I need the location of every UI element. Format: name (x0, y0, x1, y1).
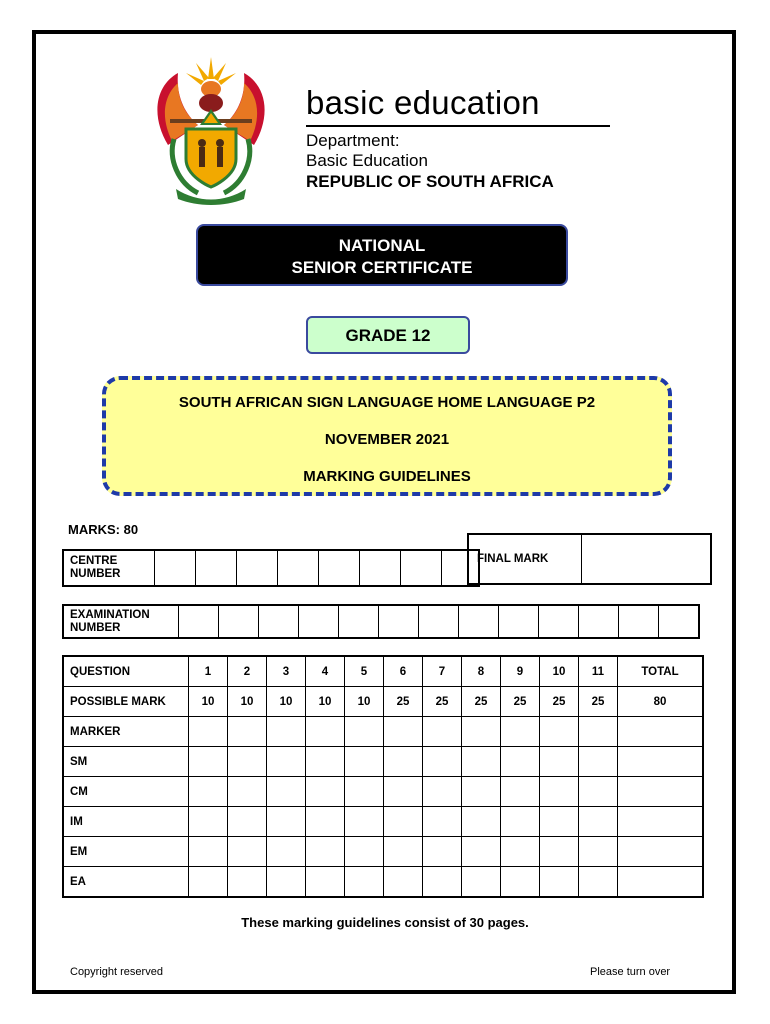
possible-mark-value: 25 (540, 687, 579, 717)
mark-entry-cell[interactable] (618, 777, 704, 807)
exam-session: NOVEMBER 2021 (324, 431, 450, 448)
mark-entry-cell[interactable] (306, 717, 345, 747)
total-marks-label: MARKS: 80 (68, 522, 139, 537)
mark-entry-cell[interactable] (267, 867, 306, 898)
possible-mark-value: 10 (267, 687, 306, 717)
question-number: 6 (384, 656, 423, 687)
mark-entry-cell[interactable] (462, 807, 501, 837)
mark-entry-cell[interactable] (189, 807, 228, 837)
mark-entry-cell[interactable] (189, 747, 228, 777)
centre-digit-box[interactable] (360, 550, 401, 586)
mark-entry-cell[interactable] (384, 837, 423, 867)
mark-entry-cell[interactable] (306, 807, 345, 837)
mark-entry-cell[interactable] (345, 777, 384, 807)
subject-title: SOUTH AFRICAN SIGN LANGUAGE HOME LANGUAGE P2 (178, 394, 596, 411)
centre-digit-box[interactable] (401, 550, 442, 586)
mark-entry-cell[interactable] (228, 867, 267, 898)
question-number: 10 (540, 656, 579, 687)
mark-entry-cell[interactable] (228, 777, 267, 807)
marking-row-label: CM (63, 777, 189, 807)
exam-digit-box[interactable] (379, 605, 419, 638)
mark-entry-cell[interactable] (618, 837, 704, 867)
mark-entry-cell[interactable] (618, 747, 704, 777)
page-count-note: These marking guidelines consist of 30 pages. (241, 915, 529, 930)
possible-mark-label: POSSIBLE MARK (63, 687, 189, 717)
question-number: 2 (228, 656, 267, 687)
mark-entry-cell[interactable] (267, 777, 306, 807)
mark-entry-cell[interactable] (462, 837, 501, 867)
marking-row (63, 837, 703, 867)
centre-label-line-1: CENTRE (70, 555, 118, 567)
possible-mark-value: 10 (189, 687, 228, 717)
certificate-banner (196, 224, 568, 286)
mark-entry-cell[interactable] (501, 747, 540, 777)
marking-row-label: SM (63, 747, 189, 777)
mark-entry-cell[interactable] (384, 777, 423, 807)
possible-mark-value: 25 (423, 687, 462, 717)
mark-entry-cell[interactable] (384, 867, 423, 898)
mark-entry-cell[interactable] (462, 777, 501, 807)
mark-entry-cell[interactable] (423, 867, 462, 898)
mark-entry-cell[interactable] (423, 807, 462, 837)
certificate-line-2: SENIOR CERTIFICATE (291, 258, 473, 277)
possible-total-value: 80 (618, 687, 704, 717)
brand-divider (306, 125, 610, 127)
document-type: MARKING GUIDELINES (303, 468, 471, 485)
mark-entry-cell[interactable] (189, 867, 228, 898)
mark-entry-cell[interactable] (579, 807, 618, 837)
certificate-line-1: NATIONAL (338, 236, 426, 255)
mark-entry-cell[interactable] (579, 717, 618, 747)
mark-entry-cell[interactable] (228, 837, 267, 867)
mark-entry-cell[interactable] (579, 867, 618, 898)
brand-title: basic education (306, 84, 540, 121)
possible-mark-value: 10 (345, 687, 384, 717)
centre-digit-box[interactable] (319, 550, 360, 586)
exam-digit-box[interactable] (499, 605, 539, 638)
mark-entry-cell[interactable] (306, 777, 345, 807)
marking-row (63, 777, 703, 807)
mark-entry-cell[interactable] (423, 777, 462, 807)
question-number: 7 (423, 656, 462, 687)
mark-entry-cell[interactable] (501, 837, 540, 867)
total-header: TOTAL (618, 656, 704, 687)
question-header-row (63, 656, 703, 687)
copyright-notice: Copyright reserved (70, 966, 163, 978)
question-number: 11 (579, 656, 618, 687)
mark-entry-cell[interactable] (423, 747, 462, 777)
mark-entry-cell[interactable] (618, 717, 704, 747)
mark-entry-cell[interactable] (462, 717, 501, 747)
mark-entry-cell[interactable] (540, 717, 579, 747)
marking-row (63, 747, 703, 777)
mark-entry-cell[interactable] (267, 717, 306, 747)
centre-digit-box[interactable] (278, 550, 319, 586)
question-number: 9 (501, 656, 540, 687)
mark-entry-cell[interactable] (384, 747, 423, 777)
mark-entry-cell[interactable] (345, 747, 384, 777)
coat-of-arms-logo (148, 55, 274, 205)
mark-entry-cell[interactable] (306, 837, 345, 867)
mark-entry-cell[interactable] (462, 747, 501, 777)
mark-entry-cell[interactable] (267, 837, 306, 867)
turn-over-note: Please turn over (590, 966, 671, 978)
exam-digit-box[interactable] (339, 605, 379, 638)
exam-digit-box[interactable] (219, 605, 259, 638)
question-number: 3 (267, 656, 306, 687)
mark-entry-cell[interactable] (189, 777, 228, 807)
question-table-body (63, 656, 703, 897)
mark-entry-cell[interactable] (462, 867, 501, 898)
mark-entry-cell[interactable] (228, 747, 267, 777)
department-label: Department: (306, 131, 400, 150)
mark-entry-cell[interactable] (540, 807, 579, 837)
mark-entry-cell[interactable] (228, 717, 267, 747)
marking-row-label: IM (63, 807, 189, 837)
marking-row-label: MARKER (63, 717, 189, 747)
centre-label-line-2: NUMBER (70, 568, 121, 580)
exam-digit-box[interactable] (459, 605, 499, 638)
mark-entry-cell[interactable] (501, 867, 540, 898)
possible-mark-value: 25 (384, 687, 423, 717)
question-number: 1 (189, 656, 228, 687)
exam-digit-box[interactable] (299, 605, 339, 638)
mark-entry-cell[interactable] (306, 867, 345, 898)
marking-row (63, 867, 703, 898)
mark-entry-cell[interactable] (618, 867, 704, 898)
final-mark-label: FINAL MARK (468, 534, 582, 584)
centre-number-grid (62, 549, 480, 587)
mark-entry-cell[interactable] (501, 777, 540, 807)
exam-label-line-2: NUMBER (70, 621, 121, 634)
mark-entry-cell[interactable] (540, 837, 579, 867)
exam-digit-box[interactable] (619, 605, 659, 638)
possible-mark-value: 10 (306, 687, 345, 717)
question-header-label: QUESTION (63, 656, 189, 687)
mark-entry-cell[interactable] (228, 807, 267, 837)
mark-entry-cell[interactable] (306, 747, 345, 777)
exam-label-line-1: EXAMINATION (70, 608, 150, 621)
examination-number-grid (62, 604, 700, 639)
subject-box (102, 376, 672, 496)
marking-row (63, 717, 703, 747)
mark-entry-cell[interactable] (540, 747, 579, 777)
possible-mark-value: 25 (501, 687, 540, 717)
final-mark-box[interactable] (582, 534, 712, 584)
mark-entry-cell[interactable] (423, 837, 462, 867)
final-mark-grid (467, 533, 712, 585)
exam-digit-box[interactable] (579, 605, 619, 638)
mark-entry-cell[interactable] (267, 807, 306, 837)
centre-number-label (63, 550, 155, 586)
mark-entry-cell[interactable] (579, 837, 618, 867)
exam-digit-box[interactable] (259, 605, 299, 638)
possible-mark-value: 25 (462, 687, 501, 717)
exam-digit-box[interactable] (539, 605, 579, 638)
mark-entry-cell[interactable] (579, 777, 618, 807)
exam-digit-box[interactable] (179, 605, 219, 638)
centre-digit-box[interactable] (155, 550, 196, 586)
possible-mark-row (63, 687, 703, 717)
mark-entry-cell[interactable] (618, 807, 704, 837)
centre-digit-box[interactable] (237, 550, 278, 586)
question-number: 8 (462, 656, 501, 687)
mark-entry-cell[interactable] (345, 867, 384, 898)
mark-entry-cell[interactable] (189, 717, 228, 747)
mark-entry-cell[interactable] (579, 747, 618, 777)
mark-entry-cell[interactable] (540, 867, 579, 898)
mark-entry-cell[interactable] (423, 717, 462, 747)
grade-badge: GRADE 12 (306, 316, 470, 354)
question-number: 4 (306, 656, 345, 687)
mark-entry-cell[interactable] (345, 717, 384, 747)
examination-number-label (63, 605, 179, 638)
department-name: Basic Education (306, 151, 428, 170)
marking-row-label: EM (63, 837, 189, 867)
mark-entry-cell[interactable] (267, 747, 306, 777)
country-name: REPUBLIC OF SOUTH AFRICA (306, 172, 554, 191)
mark-entry-cell[interactable] (540, 777, 579, 807)
question-number: 5 (345, 656, 384, 687)
marking-row-label: EA (63, 867, 189, 898)
exam-digit-box[interactable] (419, 605, 459, 638)
marking-row (63, 807, 703, 837)
mark-entry-cell[interactable] (345, 807, 384, 837)
centre-digit-box[interactable] (196, 550, 237, 586)
mark-entry-cell[interactable] (384, 807, 423, 837)
possible-mark-value: 25 (579, 687, 618, 717)
mark-entry-cell[interactable] (345, 837, 384, 867)
exam-digit-box[interactable] (659, 605, 700, 638)
mark-entry-cell[interactable] (189, 837, 228, 867)
mark-entry-cell[interactable] (501, 717, 540, 747)
mark-entry-cell[interactable] (501, 807, 540, 837)
question-marks-table (62, 655, 704, 898)
mark-entry-cell[interactable] (384, 717, 423, 747)
possible-mark-value: 10 (228, 687, 267, 717)
